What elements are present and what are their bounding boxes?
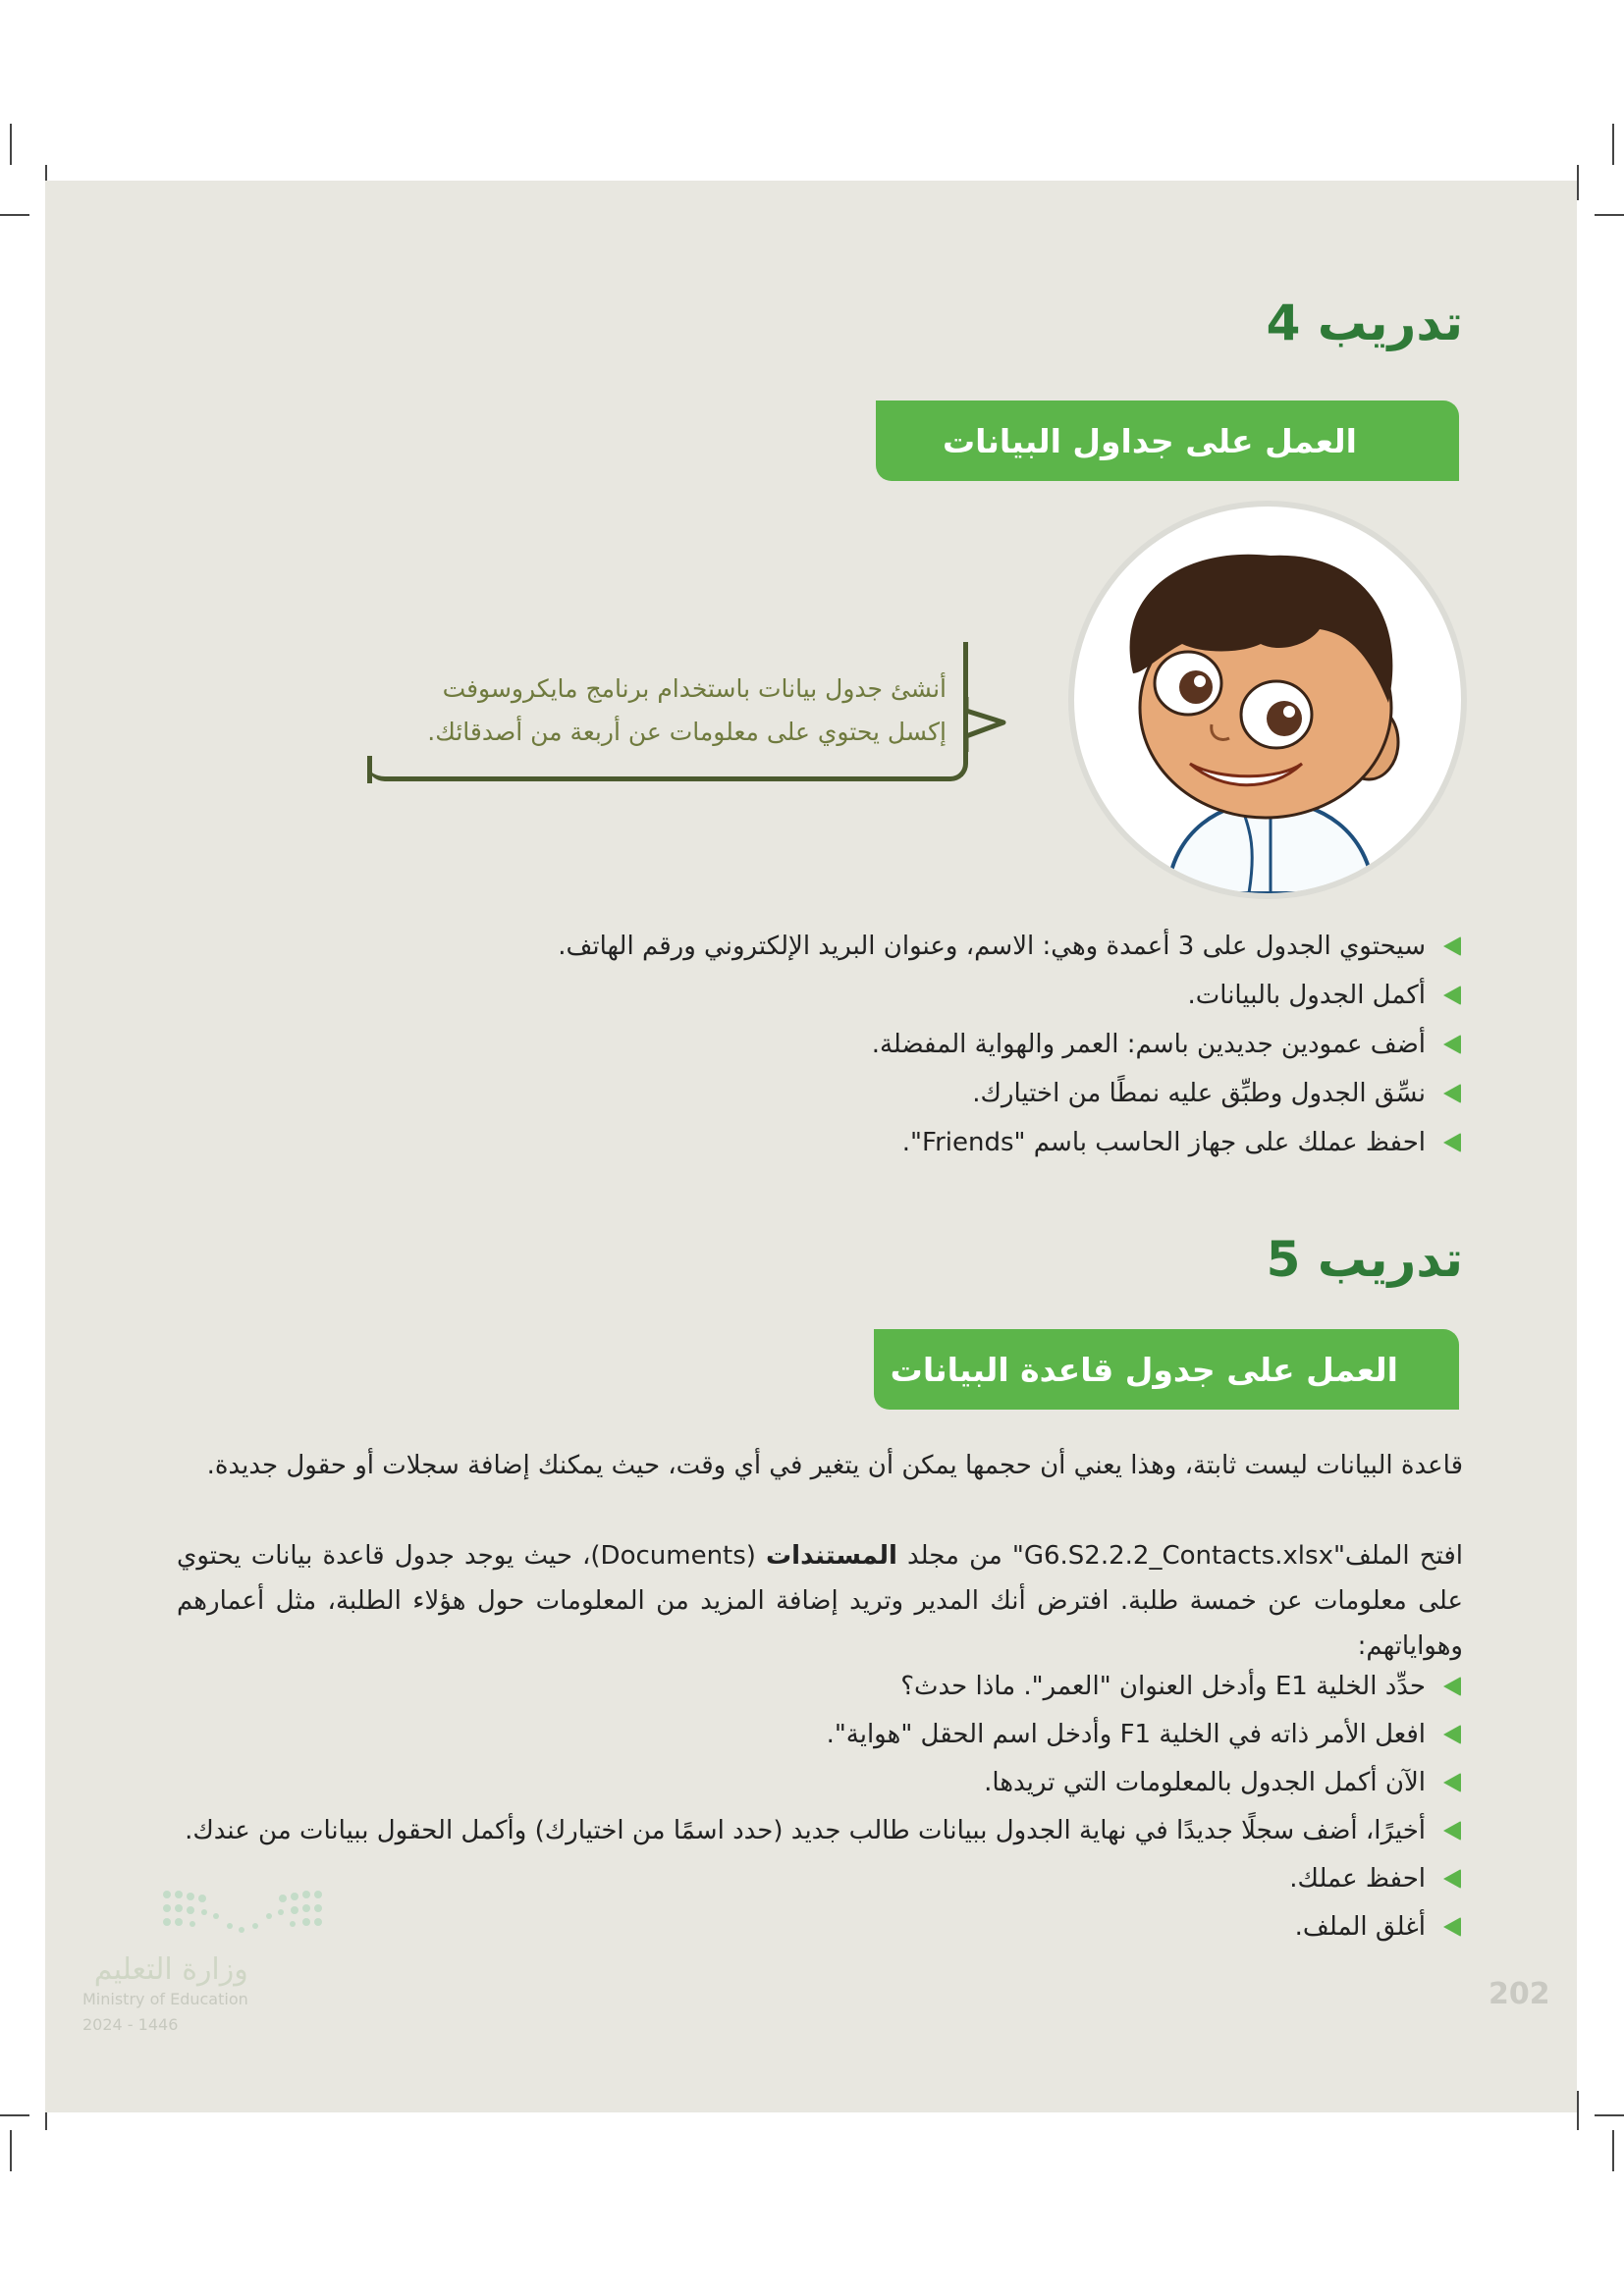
list-item: أخيرًا، أضف سجلًا جديدًا في نهاية الجدول ببيانات طالب جديد (حدد اسمًا من اختيارك) وأكمل الحقول ببيانات من عندك. xyxy=(185,1811,1461,1859)
exercise-4-list xyxy=(558,927,1461,1172)
exercise-5-list xyxy=(185,1667,1461,1955)
exercise-5-banner: العمل على جدول قاعدة البيانات xyxy=(874,1329,1459,1410)
list-item: أكمل الجدول بالبيانات. xyxy=(558,976,1461,1025)
ministry-watermark: وزارة التعليم Ministry of Education 2024 - 1446 xyxy=(82,1952,248,2034)
speech-bubble-pointer xyxy=(964,697,1009,756)
exercise-4-heading: تدريب 4 xyxy=(1266,294,1463,351)
list-item: سيحتوي الجدول على 3 أعمدة وهي: الاسم، وعنوان البريد الإلكتروني ورقم الهاتف. xyxy=(558,927,1461,976)
list-item: نسِّق الجدول وطبِّق عليه نمطًا من اختيارك. xyxy=(558,1074,1461,1123)
exercise-4-banner: العمل على جداول البيانات xyxy=(876,400,1459,481)
list-item: افعل الأمر ذاته في الخلية F1 وأدخل اسم الحقل "هواية". xyxy=(185,1715,1461,1763)
exercise-5-heading: تدريب 5 xyxy=(1266,1231,1463,1288)
list-item: حدِّد الخلية E1 وأدخل العنوان "العمر". ماذا حدث؟ xyxy=(185,1667,1461,1715)
list-item: احفظ عملك. xyxy=(185,1859,1461,1907)
instructions-paragraph: افتح الملف"G6.S2.2.2_Contacts.xlsx" من مجلد المستندات (Documents)، حيث يوجد جدول قاعدة بيانات يحتوي على معلومات عن خمسة طلبة. افترض أنك المدير وتريد إضافة المزيد من المعلومات حول هؤلاء الطلبة، مثل أعمارهم وهواياتهم: xyxy=(177,1541,1464,1661)
list-item: احفظ عملك على جهاز الحاسب باسم "Friends". xyxy=(558,1123,1461,1172)
bubble-line-1: أنشئ جدول بيانات باستخدام برنامج مايكروسوفت xyxy=(442,674,947,703)
list-item: أغلق الملف. xyxy=(185,1907,1461,1955)
bubble-line-2: إكسل يحتوي على معلومات عن أربعة من أصدقائك. xyxy=(427,718,947,746)
boy-avatar xyxy=(1074,507,1461,893)
speech-bubble-text xyxy=(377,667,947,754)
list-item: أضف عمودين جديدين باسم: العمر والهواية المفضلة. xyxy=(558,1025,1461,1074)
intro-paragraph: قاعدة البيانات ليست ثابتة، وهذا يعني أن حجمها يمكن أن يتغير في أي وقت، حيث يمكنك إضافة سجلات أو حقول جديدة. xyxy=(206,1451,1463,1480)
ministry-logo-dots xyxy=(161,1887,328,1942)
list-item: الآن أكمل الجدول بالمعلومات التي تريدها. xyxy=(185,1763,1461,1811)
page-number: 202 xyxy=(1489,1977,1550,2011)
documents-folder-name: المستندات xyxy=(766,1541,897,1571)
